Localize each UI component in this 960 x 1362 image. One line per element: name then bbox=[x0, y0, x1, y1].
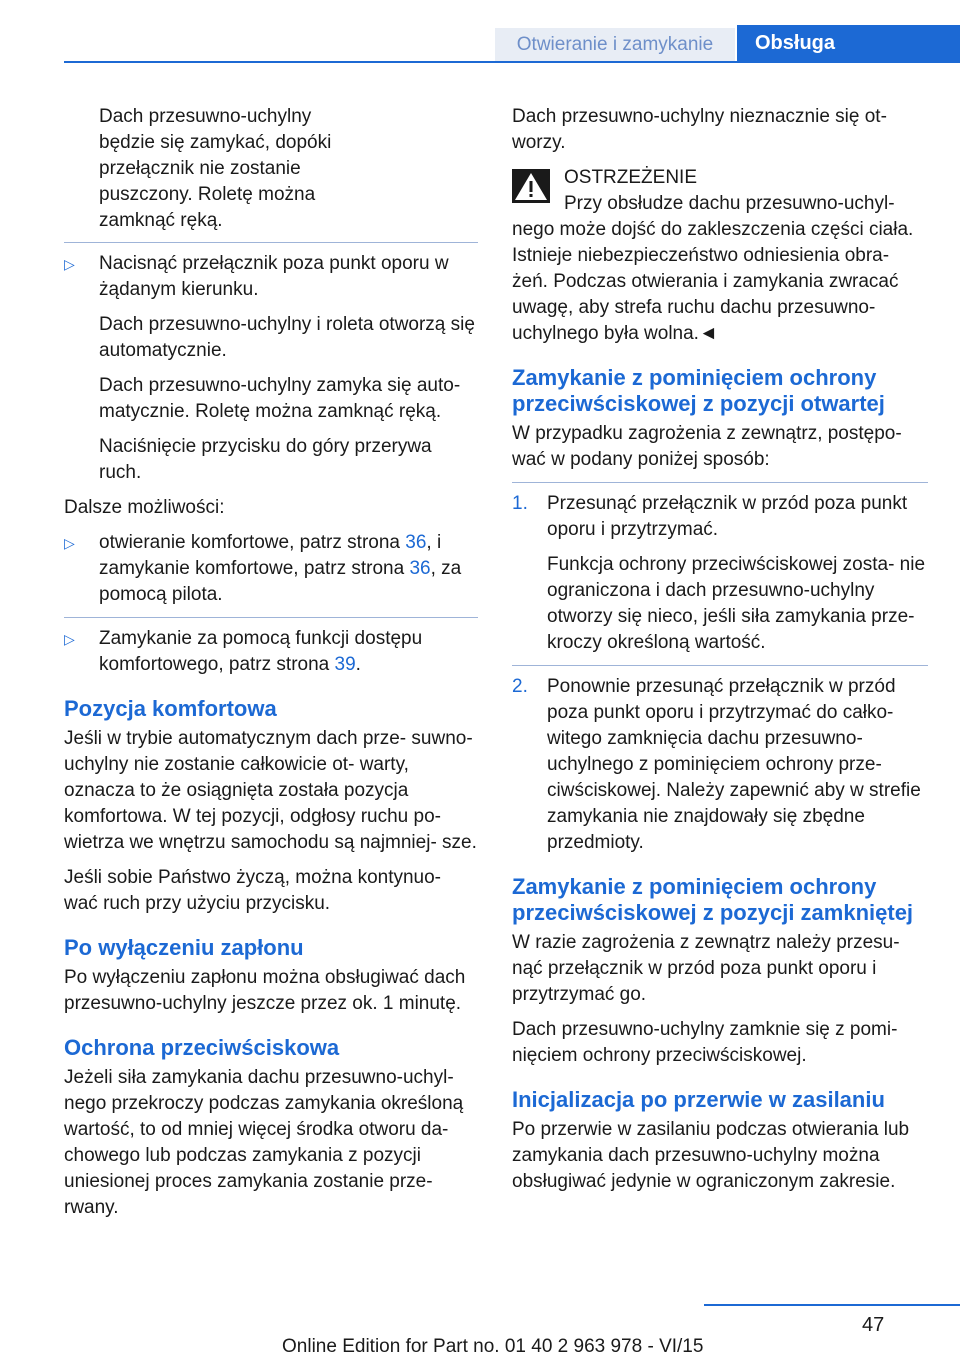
continued-line: zamknąć ręką. bbox=[99, 210, 223, 231]
continued-line: Dach przesuwno-uchylny bbox=[99, 106, 312, 127]
warning-triangle-icon bbox=[512, 169, 550, 203]
paragraph: Jeżeli siła zamykania dachu przesuwno-uchyl- nego przekroczy podczas zamykania określoną wartość, to od mniej więcej środka otworu da- chowego lub podczas zamykania z pozycji uniesionej proces zamykania zostanie prze- rwany. bbox=[64, 1067, 464, 1218]
paragraph: Jeśli w trybie automatycznym dach prze- suwno-uchylny nie zostanie całkowicie ot- warty, oznacza to że osiągnięta została pozycja komfortowa. W tej pozycji, odgłosy ruchu po- wietrza we wnętrzu samochodu są najmniej- sze. bbox=[64, 728, 477, 853]
step-text: Przesunąć przełącznik w przód poza punkt oporu i przytrzymać. bbox=[547, 493, 908, 540]
warning-text: nego może dojść do zakleszczenia części ciała. Istnieje niebezpieczeństwo odniesienia obra- żeń. Podczas otwierania i zamykania zwracać uwagę, aby strefa ruchu dachu przesuwno- uchylnego była wolna.◄ bbox=[512, 219, 914, 344]
section-heading: Zamykanie z pominięciem ochrony przeciwściskowej z pozycji zamkniętej bbox=[512, 874, 914, 925]
triangle-right-icon: ▷ bbox=[64, 535, 75, 551]
left-column bbox=[64, 104, 478, 1230]
paragraph: W razie zagrożenia z zewnątrz należy przesu- nąć przełącznik w przód poza punkt oporu i przytrzymać go. bbox=[512, 932, 900, 1005]
list-item-text: Nacisnąć przełącznik poza punkt oporu w żądanym kierunku. bbox=[99, 253, 449, 300]
paragraph: W przypadku zagrożenia z zewnątrz, postępo- wać w podany poniżej sposób: bbox=[512, 423, 902, 470]
paragraph: Dach przesuwno-uchylny nieznacznie się ot- worzy. bbox=[512, 106, 887, 153]
page-link[interactable]: 36 bbox=[409, 558, 431, 579]
header-rule bbox=[64, 61, 960, 63]
more-options-label: Dalsze możliwości: bbox=[64, 497, 225, 518]
warning-text: Przy obsłudze dachu przesuwno-uchyl- bbox=[564, 193, 895, 214]
section-heading: Ochrona przeciwściskowa bbox=[64, 1035, 340, 1060]
warning-box bbox=[512, 165, 928, 347]
numbered-step bbox=[512, 674, 928, 856]
header-chapter-tab: Obsługa bbox=[737, 25, 960, 62]
page-link[interactable]: 39 bbox=[334, 654, 356, 675]
step-text: Ponownie przesunąć przełącznik w przód poza punkt oporu i przytrzymać do całko- witego zamknięcia dachu przesuwno- uchylnego z pominięciem ochrony prze- ciwściskowej. Należy zapewnić aby w strefie zamykania nie znajdowały się zbędne przedmioty. bbox=[547, 676, 921, 853]
header-section-title: Otwieranie i zamykanie bbox=[495, 28, 735, 61]
list-item-text: Dach przesuwno-uchylny i roleta otworzą się automatycznie. bbox=[99, 314, 475, 361]
right-column bbox=[512, 104, 928, 1204]
step-number: 1. bbox=[512, 493, 528, 514]
section-heading: Inicjalizacja po przerwie w zasilaniu bbox=[512, 1087, 885, 1112]
divider bbox=[64, 242, 478, 243]
paragraph: Po przerwie w zasilaniu podczas otwierania lub zamykania dach przesuwno-uchylny można obsługiwać jedynie w ograniczonym zakresie. bbox=[512, 1119, 910, 1192]
step-text: Funkcja ochrony przeciwściskowej zosta- nie ograniczona i dach przesuwno-uchylny otworzy się nieco, jeśli siła zamykania prze- kroczy określoną wartość. bbox=[547, 554, 926, 653]
list-item-text: Dach przesuwno-uchylny zamyka się auto- matycznie. Roletę można zamknąć ręką. bbox=[99, 375, 461, 422]
page-link[interactable]: 36 bbox=[405, 532, 427, 553]
section-heading: Pozycja komfortowa bbox=[64, 696, 277, 721]
triangle-right-icon: ▷ bbox=[64, 256, 75, 272]
list-item bbox=[64, 530, 478, 608]
list-item bbox=[64, 251, 478, 486]
list-item-text: otwieranie komfortowe, patrz strona bbox=[99, 532, 406, 553]
triangle-right-icon: ▷ bbox=[64, 631, 75, 647]
edition-footer: Online Edition for Part no. 01 40 2 963 978 - VI/15 bbox=[282, 1336, 704, 1357]
divider bbox=[512, 482, 928, 483]
warning-title: OSTRZEŻENIE bbox=[564, 167, 698, 188]
continued-note bbox=[64, 104, 478, 234]
step-number: 2. bbox=[512, 676, 528, 697]
list-item-text: , i zamykanie komfortowe, patrz strona bbox=[99, 532, 442, 579]
continued-line: przełącznik nie zostanie bbox=[99, 158, 301, 179]
continued-line: puszczony. Roletę można bbox=[99, 184, 316, 205]
list-item-text: Zamykanie za pomocą funkcji dostępu komfortowego, patrz strona bbox=[99, 628, 423, 675]
divider bbox=[512, 665, 928, 666]
list-item-text: . bbox=[355, 654, 361, 675]
list-item-text: Naciśnięcie przycisku do góry przerywa ruch. bbox=[99, 436, 432, 483]
paragraph: Dach przesuwno-uchylny zamknie się z pomi- nięciem ochrony przeciwściskowej. bbox=[512, 1019, 898, 1066]
list-item-text: , za pomocą pilota. bbox=[99, 558, 462, 605]
continued-line: będzie się zamykać, dopóki bbox=[99, 132, 332, 153]
page-number: 47 bbox=[862, 1314, 885, 1336]
section-heading: Po wyłączeniu zapłonu bbox=[64, 935, 304, 960]
paragraph: Po wyłączeniu zapłonu można obsługiwać dach przesuwno-uchylny jeszcze przez ok. 1 minutę. bbox=[64, 967, 466, 1014]
list-item bbox=[64, 626, 478, 678]
numbered-step bbox=[512, 491, 928, 656]
paragraph: Jeśli sobie Państwo życzą, można kontynuo- wać ruch przy użyciu przycisku. bbox=[64, 867, 442, 914]
divider bbox=[64, 617, 478, 618]
footer-rule bbox=[704, 1304, 960, 1306]
section-heading: Zamykanie z pominięciem ochrony przeciwściskowej z pozycji otwartej bbox=[512, 365, 885, 416]
